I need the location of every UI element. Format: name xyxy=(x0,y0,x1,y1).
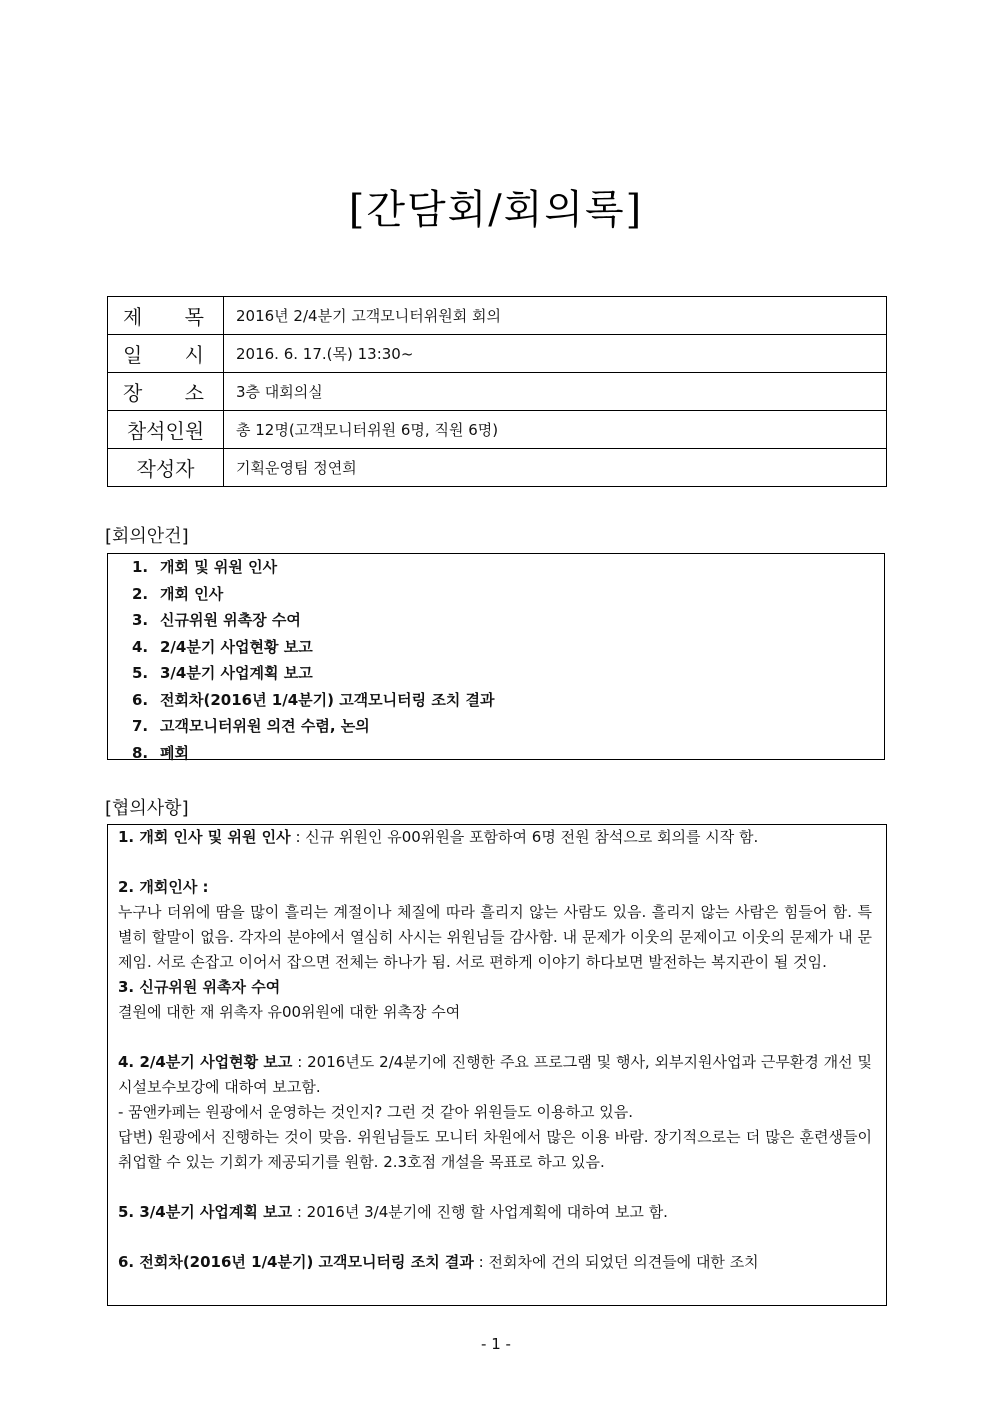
discussion-item-3-title xyxy=(118,975,872,1000)
agenda-number: 8. xyxy=(132,743,149,762)
agenda-text: 개회 인사 xyxy=(160,584,224,603)
agenda-box xyxy=(107,553,885,760)
discussion-item-4-question: - 꿈앤카페는 원광에서 운영하는 것인지? 그런 것 같아 위원들도 이용하고 있음. xyxy=(118,1103,634,1121)
discussion-item-3-text: 결원에 대한 재 위촉자 유00위원에 대한 위촉장 수여 xyxy=(118,1003,461,1021)
item-title: 2. 개회인사 : xyxy=(118,878,209,896)
spacer xyxy=(118,1025,872,1050)
list-item xyxy=(132,634,884,661)
agenda-text: 신규위원 위촉장 수여 xyxy=(160,611,301,629)
document-title: [간담회/회의록] xyxy=(348,187,644,233)
item-title: 4. 2/4분기 사업현황 보고 xyxy=(118,1053,293,1071)
item-title: 5. 3/4분기 사업계획 보고 xyxy=(118,1203,293,1221)
datetime-value: 2016. 6. 17.(목) 13:30~ xyxy=(224,335,887,373)
agenda-text: 고객모니터위원 의견 수렴, 논의 xyxy=(160,717,370,735)
agenda-text: 2/4분기 사업현황 보고 xyxy=(160,637,313,656)
discussion-item-2-title xyxy=(118,875,872,900)
list-item xyxy=(132,581,884,608)
spacer xyxy=(118,850,872,875)
agenda-text: 전회차(2016년 1/4분기) 고객모니터링 조치 결과 xyxy=(160,690,495,709)
item-text: : 전회차에 건의 되었던 의견들에 대한 조치 xyxy=(473,1253,759,1271)
agenda-number: 5. xyxy=(132,664,149,682)
list-item xyxy=(132,554,884,581)
discussion-item-4-answer: 답변) 원광에서 진행하는 것이 맞음. 위원님들도 모니터 차원에서 많은 이용 바람. 장기적으로는 더 많은 훈련생들이 취업할 수 있는 기회가 제공되기를 원함. 2.3호점 개설을 목표로 하고 있음. xyxy=(118,1128,872,1171)
page-number: - 1 - xyxy=(481,1335,511,1353)
spacer xyxy=(118,1225,872,1250)
agenda-heading: [회의안건] xyxy=(105,526,189,547)
item-title: 3. 신규위원 위촉자 수여 xyxy=(118,978,281,996)
agenda-text: 폐회 xyxy=(160,743,189,762)
agenda-number: 7. xyxy=(132,717,149,735)
place-value: 3층 대회의실 xyxy=(224,373,887,411)
agenda-number: 1. xyxy=(132,558,149,576)
item-text: : 신규 위원인 유00위원을 포함하여 6명 전원 참석으로 회의를 시작 함. xyxy=(290,828,759,846)
subject-value: 2016년 2/4분기 고객모니터위원회 회의 xyxy=(224,297,887,335)
item-title: 1. 개회 인사 및 위원 인사 xyxy=(118,828,291,846)
discussion-item-5 xyxy=(118,1200,872,1225)
table-row xyxy=(108,335,887,373)
table-row xyxy=(108,411,887,449)
agenda-text: 3/4분기 사업계획 보고 xyxy=(160,664,313,682)
place-label: 장 소 xyxy=(108,373,224,411)
discussion-box xyxy=(107,824,887,1306)
meeting-info-table xyxy=(107,296,887,487)
agenda-list xyxy=(132,554,884,766)
discussion-item-1 xyxy=(118,825,872,850)
agenda-number: 6. xyxy=(132,690,149,709)
agenda-number: 4. xyxy=(132,637,149,656)
discussion-item-4 xyxy=(118,1050,872,1100)
list-item xyxy=(132,607,884,634)
item-text: : 2016년도 2/4분기에 진행한 주요 프로그램 및 행사, 외부지원사업과 근무환경 개선 및 시설보수보강에 대하여 보고함. xyxy=(118,1053,873,1096)
attendees-label: 참석인원 xyxy=(108,411,224,449)
discussion-item-6 xyxy=(118,1250,872,1275)
agenda-text: 개회 및 위원 인사 xyxy=(160,558,278,576)
item-text: : 2016년 3/4분기에 진행 할 사업계획에 대하여 보고 함. xyxy=(292,1203,668,1221)
author-value: 기획운영팀 정연희 xyxy=(224,449,887,487)
list-item xyxy=(132,713,884,740)
discussion-heading: [협의사항] xyxy=(105,798,189,819)
item-title: 6. 전회차(2016년 1/4분기) 고객모니터링 조치 결과 xyxy=(118,1253,474,1271)
list-item xyxy=(132,660,884,687)
agenda-number: 2. xyxy=(132,584,149,603)
agenda-number: 3. xyxy=(132,611,149,629)
table-row xyxy=(108,449,887,487)
author-label: 작성자 xyxy=(108,449,224,487)
table-row xyxy=(108,297,887,335)
discussion-item-2-text: 누구나 더위에 땀을 많이 흘리는 계절이나 체질에 따라 흘리지 않는 사람도 있음. 흘리지 않는 사람은 힘들어 함. 특별히 할말이 없음. 각자의 분야에서 열심히 사시는 위원님들 감사함. 내 문제가 이웃의 문제이고 이웃의 문제가 내 문제임. 서로 손잡고 이어서 잡으면 전체는 하나가 됨. 서로 편하게 이야기 하다보면 발전하는 복지관이 될 것임. xyxy=(118,903,872,971)
list-item xyxy=(132,740,884,767)
attendees-value: 총 12명(고객모니터위원 6명, 직원 6명) xyxy=(224,411,887,449)
datetime-label: 일 시 xyxy=(108,335,224,373)
table-row xyxy=(108,373,887,411)
list-item xyxy=(132,687,884,714)
spacer xyxy=(118,1175,872,1200)
subject-label: 제 목 xyxy=(108,297,224,335)
